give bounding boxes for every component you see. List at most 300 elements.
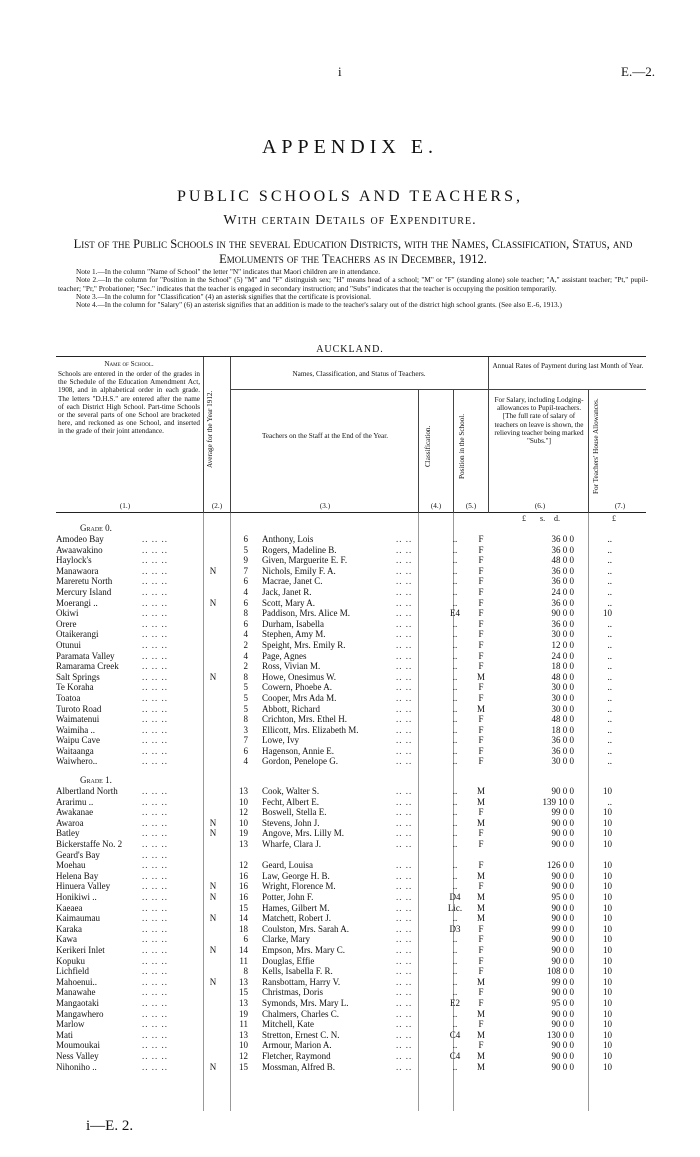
salary: 126 0 0 [547, 860, 574, 871]
leader-dots: .. .. .. [142, 692, 168, 703]
leader-dots: .. .. [396, 555, 413, 566]
leader-dots: .. .. [396, 703, 413, 714]
house-allowance: .. [607, 661, 612, 672]
average-attendance: 14 [239, 944, 248, 955]
table-row [56, 608, 646, 619]
leader-dots: .. .. [396, 786, 413, 797]
salary: 18 0 0 [551, 661, 574, 672]
leader-dots: .. .. [396, 544, 413, 555]
school-name: Otaikerangi [56, 629, 99, 640]
position: F [478, 828, 484, 839]
average-attendance: 8 [243, 714, 248, 725]
column-divider [588, 390, 589, 513]
leader-dots: .. .. .. [142, 735, 168, 746]
teacher-name: Fletcher, Raymond [262, 1050, 331, 1061]
average-attendance: 6 [243, 576, 248, 587]
teacher-name: Scott, Mary A. [262, 597, 315, 608]
house-allowance: 10 [603, 1008, 612, 1019]
classification: .. [452, 966, 458, 977]
leader-dots: .. .. .. [142, 639, 168, 650]
salary: 30 0 0 [551, 682, 574, 693]
column-number: (6.) [534, 502, 546, 510]
teacher-name: Crichton, Mrs. Ethel H. [262, 714, 347, 725]
average-attendance: 10 [239, 796, 248, 807]
document-reference: E.—2. [621, 64, 655, 79]
house-allowance: 10 [603, 786, 612, 797]
table-row [56, 860, 646, 871]
average-attendance: 6 [243, 934, 248, 945]
salary: 24 0 0 [551, 650, 574, 661]
teacher-name: Given, Marguerite E. F. [262, 555, 348, 566]
house-allowance: 10 [603, 997, 612, 1008]
leader-dots: .. .. .. [142, 807, 168, 818]
salary: 36 0 0 [551, 597, 574, 608]
house-allowance: .. [607, 703, 612, 714]
school-name: Helena Bay [56, 870, 99, 881]
school-name: Waimiha .. [56, 724, 96, 735]
leader-dots: .. .. [396, 1008, 413, 1019]
classification: .. [452, 1061, 458, 1072]
classification: .. [452, 913, 458, 924]
house-allowance: .. [607, 576, 612, 587]
salary: 99 0 0 [551, 976, 574, 987]
annual-payment-header: Annual Rates of Payment during last Month of Year. [492, 362, 644, 370]
average-attendance: 4 [243, 586, 248, 597]
teacher-name: Mitchell, Kate [262, 1019, 314, 1030]
maori-indicator: N [209, 976, 217, 987]
school-name: Waimatenui [56, 714, 100, 725]
house-allowance: .. [607, 618, 612, 629]
currency-pence: d. [554, 514, 560, 523]
leader-dots: .. .. .. [142, 650, 168, 661]
leader-dots: .. .. [396, 955, 413, 966]
leader-dots: .. .. .. [142, 913, 168, 924]
column-number: (3.) [319, 502, 331, 510]
classification: .. [452, 1008, 458, 1019]
school-name: Mati [56, 1029, 73, 1040]
teacher-name: Cook, Walter S. [262, 786, 320, 797]
house-allowance: 10 [603, 987, 612, 998]
leader-dots: .. .. [396, 682, 413, 693]
leader-dots: .. .. [396, 1040, 413, 1051]
classification: .. [452, 860, 458, 871]
table-row [56, 566, 646, 577]
salary: 36 0 0 [551, 534, 574, 544]
classification: D4 [449, 892, 461, 902]
house-allowance: .. [607, 555, 612, 566]
position: F [478, 650, 484, 661]
salary: 90 0 0 [551, 944, 574, 955]
average-attendance: 12 [239, 1050, 248, 1061]
house-allowance: 10 [603, 923, 612, 934]
table-row [56, 807, 646, 818]
position: F [478, 555, 484, 566]
leader-dots: .. .. .. [142, 817, 168, 828]
maori-indicator: N [209, 565, 217, 576]
leader-dots: .. .. [396, 796, 413, 807]
table-row [56, 786, 646, 797]
salary: 30 0 0 [551, 692, 574, 703]
teacher-name: Clarke, Mary [262, 934, 310, 945]
leader-dots: .. .. .. [142, 987, 168, 998]
school-name: Kopuku [56, 955, 85, 966]
position: F [478, 881, 484, 892]
maori-indicator: N [209, 913, 217, 924]
table-row [56, 682, 646, 693]
leader-dots: .. .. .. [142, 976, 168, 987]
salary: 90 0 0 [551, 902, 574, 913]
school-name: Toatoa [56, 692, 81, 703]
table-row [56, 704, 646, 715]
salary: 90 0 0 [551, 955, 574, 966]
salary: 36 0 0 [551, 544, 574, 555]
school-name: Amodeo Bay [56, 534, 104, 544]
position: F [478, 807, 484, 818]
table-row [56, 956, 646, 967]
classification: .. [452, 714, 458, 725]
teacher-name: Matchett, Robert J. [262, 913, 331, 924]
table-row [56, 1030, 646, 1041]
teacher-name: Howe, Onesimus W. [262, 671, 336, 682]
page-subtitle: With certain Details of Expenditure. [223, 213, 477, 228]
school-name: Mangawhero [56, 1008, 104, 1019]
leader-dots: .. .. .. [142, 828, 168, 839]
position: M [476, 870, 485, 881]
leader-dots: .. .. .. [142, 786, 168, 797]
school-name: Marlow [56, 1019, 85, 1030]
school-name: Ararimu .. [56, 796, 94, 807]
leader-dots: .. .. .. [142, 796, 168, 807]
house-allowance: .. [607, 756, 612, 767]
school-name: Bickerstaffe No. 2 [56, 839, 123, 850]
leader-dots: .. .. .. [142, 703, 168, 714]
teacher-name: Anthony, Lois [262, 534, 314, 544]
classification: .. [452, 817, 458, 828]
grade-heading: Grade 0. [80, 523, 112, 533]
position: M [476, 913, 485, 924]
header-sub-rule [231, 389, 488, 390]
classification: .. [452, 786, 458, 797]
school-name: Kaeaea [56, 902, 83, 913]
house-allowance: .. [607, 586, 612, 597]
column-divider [488, 357, 489, 513]
average-attendance: 19 [239, 828, 248, 839]
salary: 90 0 0 [551, 1061, 574, 1072]
average-attendance: 15 [239, 987, 248, 998]
leader-dots: .. .. [396, 671, 413, 682]
leader-dots: .. .. [396, 714, 413, 725]
note-1: Note 1.—In the column "Name of School" the letter "N" indicates that Maori children are in attendance. [76, 267, 381, 276]
position: M [476, 1061, 485, 1072]
school-name: Orere [56, 618, 77, 629]
classification: .. [452, 839, 458, 850]
position: M [476, 976, 485, 987]
teacher-name: Speight, Mrs. Emily R. [262, 639, 346, 650]
table-row [56, 987, 646, 998]
school-column-title: Name of School. [104, 360, 154, 368]
teacher-name: Jack, Janet R. [262, 586, 312, 597]
leader-dots: .. .. [396, 881, 413, 892]
house-allowance: 10 [603, 944, 612, 955]
average-attendance: 6 [243, 618, 248, 629]
salary-column-header: For Salary, including Lodging-allowances to Pupil-teachers. [The full rate of salary of teachers on leave is shown, the relieving teacher being marked "Subs."] [494, 396, 584, 446]
salary: 90 0 0 [551, 870, 574, 881]
currency-pounds: £ [522, 514, 526, 523]
leader-dots: .. .. [396, 807, 413, 818]
house-allowance: 10 [603, 807, 612, 818]
leader-dots: .. .. .. [142, 618, 168, 629]
average-attendance: 8 [243, 966, 248, 977]
school-name: Geard's Bay [56, 849, 100, 860]
house-allowance: .. [607, 671, 612, 682]
classification: .. [452, 555, 458, 566]
column-divider [203, 357, 204, 513]
leader-dots: .. .. .. [142, 870, 168, 881]
teacher-name: Abbott, Richard [262, 703, 320, 714]
salary: 99 0 0 [551, 807, 574, 818]
position: F [478, 934, 484, 945]
salary: 36 0 0 [551, 745, 574, 756]
leader-dots: .. .. .. [142, 1050, 168, 1061]
currency-shillings: s. [540, 514, 546, 523]
average-attendance: 6 [243, 745, 248, 756]
school-name: Moehau [56, 860, 86, 871]
school-name: Hinuera Valley [56, 881, 111, 892]
position: F [478, 682, 484, 693]
maori-indicator: N [209, 671, 217, 682]
classification: .. [452, 534, 458, 544]
salary: 90 0 0 [551, 1019, 574, 1030]
leader-dots: .. .. .. [142, 534, 168, 544]
table-row [56, 587, 646, 598]
classification: .. [452, 682, 458, 693]
leader-dots: .. .. [396, 828, 413, 839]
school-name: Manawahe [56, 987, 96, 998]
classification: .. [452, 955, 458, 966]
table-row [56, 1051, 646, 1062]
teacher-name: Stretton, Ernest C. N. [262, 1029, 340, 1040]
teacher-name: Macrae, Janet C. [262, 576, 323, 587]
house-allowance: 10 [603, 1019, 612, 1030]
classification: .. [452, 735, 458, 746]
table-row [56, 661, 646, 672]
teacher-name: Mossman, Alfred B. [262, 1061, 335, 1072]
teacher-name: Boswell, Stella E. [262, 807, 327, 818]
position: M [476, 1008, 485, 1019]
average-attendance: 6 [243, 597, 248, 608]
house-allowance: .. [607, 682, 612, 693]
table-row [56, 998, 646, 1009]
house-allowance: 10 [603, 828, 612, 839]
house-allowance: 10 [603, 881, 612, 892]
average-attendance: 16 [239, 870, 248, 881]
average-attendance: 8 [243, 608, 248, 619]
table-row [56, 892, 646, 903]
table-row [56, 756, 646, 767]
school-name: Honikiwi .. [56, 892, 97, 902]
salary: 108 0 0 [547, 966, 574, 977]
average-attendance: 16 [239, 881, 248, 892]
average-attendance: 2 [243, 639, 248, 650]
teacher-name: Hames, Gilbert M. [262, 902, 330, 913]
leader-dots: .. .. .. [142, 1008, 168, 1019]
house-allowance: .. [607, 796, 612, 807]
school-name: Kawa [56, 934, 77, 945]
teacher-name: Stephen, Amy M. [262, 629, 326, 640]
school-name: Nihoniho .. [56, 1061, 97, 1072]
average-attendance: 11 [239, 1019, 248, 1030]
grade-heading: Grade 1. [80, 775, 112, 786]
table-row [56, 1019, 646, 1030]
classification: .. [452, 881, 458, 892]
house-allowance: 10 [603, 955, 612, 966]
classification: .. [452, 745, 458, 756]
maori-indicator: N [209, 828, 217, 839]
average-attendance: 13 [239, 1029, 248, 1040]
teacher-name: Cooper, Mrs Ada M. [262, 692, 337, 703]
position: F [478, 955, 484, 966]
classification: .. [452, 987, 458, 998]
leader-dots: .. .. [396, 997, 413, 1008]
house-allowance: .. [607, 650, 612, 661]
salary: 36 0 0 [551, 565, 574, 576]
teacher-name: Wharfe, Clara J. [262, 839, 321, 850]
house-allowance: 10 [603, 870, 612, 881]
leader-dots: .. .. .. [142, 1061, 168, 1072]
column-number: (4.) [430, 502, 442, 510]
note-4: Note 4.—In the column for "Salary" (6) an asterisk signifies that an addition is made to the teacher's salary out of the district high school grants. (See also E.-6, 1913.) [76, 300, 562, 310]
school-name: Otunui [56, 639, 82, 650]
average-attendance: 13 [239, 997, 248, 1008]
leader-dots: .. .. .. [142, 944, 168, 955]
salary: 130 0 0 [547, 1029, 574, 1040]
teacher-name: Angove, Mrs. Lilly M. [262, 828, 344, 839]
leader-dots: .. .. .. [142, 860, 168, 871]
leader-dots: .. .. [396, 618, 413, 629]
teacher-name: Symonds, Mrs. Mary L. [262, 997, 349, 1008]
house-allowance: 10 [603, 892, 612, 902]
note-2: Note 2.—In the column for "Position in the School" (5) "M" and "F" distinguish sex; "H" means head of a school; "M" or "F" (standing alone) sole teacher; "A," assistant teacher; "Pt," pupil-teacher; "Pr," Probationer; "Sec." indicates that the teacher is engaged in secondary instruction; and "Subs" indicates that the teacher is occupying the position temporarily. [58, 275, 648, 293]
house-allowance: .. [607, 629, 612, 640]
average-attendance: 4 [243, 629, 248, 640]
salary: 36 0 0 [551, 618, 574, 629]
teacher-name: Hagenson, Annie E. [262, 745, 334, 756]
teacher-name: Chalmers, Charles C. [262, 1008, 339, 1019]
leader-dots: .. .. [396, 987, 413, 998]
leader-dots: .. .. .. [142, 555, 168, 566]
table-row [56, 714, 646, 725]
salary: 36 0 0 [551, 576, 574, 587]
leader-dots: .. .. .. [142, 597, 168, 608]
salary: 90 0 0 [551, 828, 574, 839]
salary: 90 0 0 [551, 1008, 574, 1019]
teacher-name: Nichols, Emily F. A. [262, 565, 336, 576]
leader-dots: .. .. [396, 629, 413, 640]
table-row [56, 977, 646, 988]
header-bottom-rule [56, 512, 646, 513]
average-column-header: Average for the Year 1912. [206, 390, 214, 469]
school-name: Moerangi .. [56, 597, 98, 608]
classification: E4 [450, 608, 460, 619]
leader-dots: .. .. [396, 902, 413, 913]
table-row [56, 1062, 646, 1073]
house-allowance: .. [607, 597, 612, 608]
house-allowance: 10 [603, 902, 612, 913]
position: M [476, 1029, 485, 1040]
salary: 18 0 0 [551, 724, 574, 735]
salary: 90 0 0 [551, 934, 574, 945]
school-name: Mangaotaki [56, 997, 99, 1008]
position: F [478, 1040, 484, 1051]
leader-dots: .. .. [396, 745, 413, 756]
teacher-name: Coulston, Mrs. Sarah A. [262, 923, 350, 934]
leader-dots: .. .. [396, 1050, 413, 1061]
classification: .. [452, 661, 458, 672]
position: M [476, 902, 485, 913]
leader-dots: .. .. .. [142, 849, 168, 860]
table-top-rule [56, 356, 646, 357]
teacher-name: Stevens, John J. [262, 817, 320, 828]
classification: .. [452, 934, 458, 945]
column-divider [453, 390, 454, 513]
table-row [56, 871, 646, 882]
leader-dots: .. .. .. [142, 608, 168, 619]
leader-dots: .. .. .. [142, 661, 168, 672]
house-allowance: 10 [603, 608, 612, 619]
table-row [56, 545, 646, 556]
teacher-name: Douglas, Effie [262, 955, 315, 966]
classification: .. [452, 692, 458, 703]
position: F [478, 692, 484, 703]
teacher-name: Lowe, Ivy [262, 735, 299, 746]
average-attendance: 7 [243, 565, 248, 576]
leader-dots: .. .. [396, 1029, 413, 1040]
schools-table-body [56, 523, 646, 1072]
teacher-name: Durham, Isabella [262, 618, 324, 629]
average-attendance: 12 [239, 860, 248, 871]
teacher-name: Law, George H. B. [262, 870, 330, 881]
position: M [476, 786, 485, 797]
classification: Lic. [447, 902, 463, 913]
school-name: Turoto Road [56, 703, 102, 714]
table-row [56, 629, 646, 640]
school-name: Mahoenui.. [56, 976, 97, 987]
position: F [478, 860, 484, 871]
school-name: Awaawakino [56, 544, 103, 555]
table-row [56, 818, 646, 829]
teacher-name: Empson, Mrs. Mary C. [262, 944, 345, 955]
leader-dots: .. .. .. [142, 1029, 168, 1040]
average-attendance: 9 [243, 555, 248, 566]
leader-dots: .. .. .. [142, 839, 168, 850]
leader-dots: .. .. [396, 756, 413, 767]
classification: .. [452, 597, 458, 608]
classification: .. [452, 629, 458, 640]
table-row [56, 576, 646, 587]
column-divider [418, 390, 419, 513]
school-name: Manawaora [56, 565, 99, 576]
average-attendance: 5 [243, 682, 248, 693]
table-row [56, 850, 646, 861]
maori-indicator: N [209, 881, 217, 892]
school-name: Waiwhero.. [56, 756, 98, 767]
salary: 90 0 0 [551, 881, 574, 892]
table-row [56, 945, 646, 956]
average-attendance: 12 [239, 807, 248, 818]
position: M [476, 817, 485, 828]
salary: 95 0 0 [551, 892, 574, 902]
table-row [56, 913, 646, 924]
